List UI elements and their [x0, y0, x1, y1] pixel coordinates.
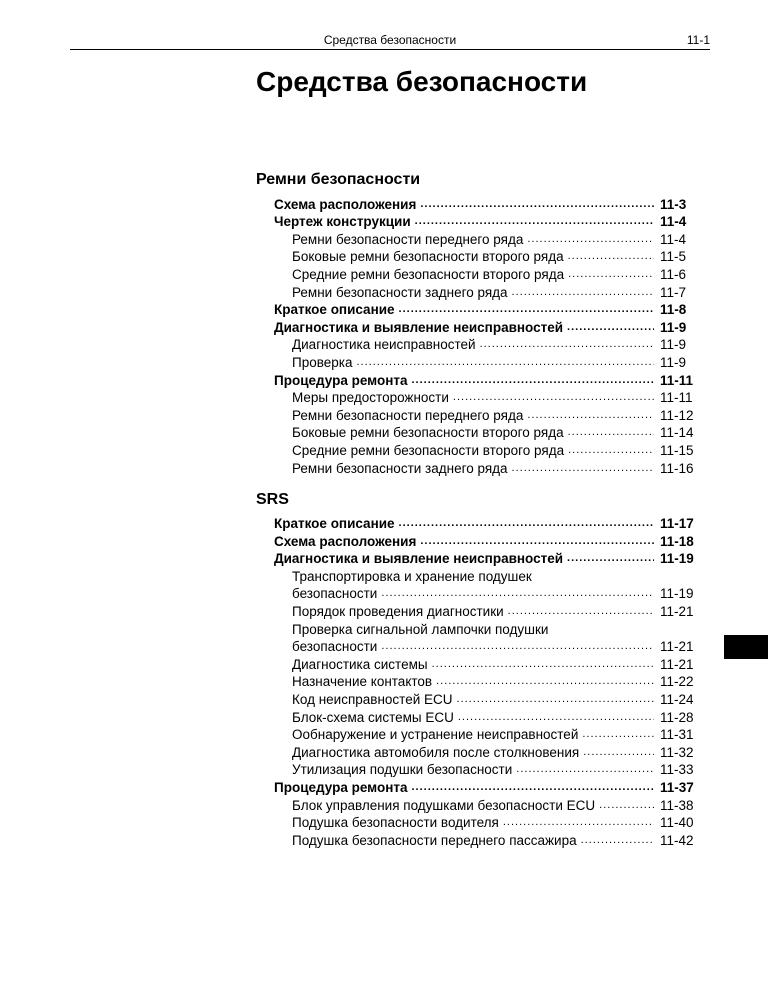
toc-entry-label: Ремни безопасности заднего ряда [292, 460, 508, 476]
toc-subentry[interactable] [256, 831, 700, 849]
toc-entry-page-number: 11-21 [660, 639, 694, 655]
toc-subentry[interactable] [256, 441, 700, 459]
section-gap [256, 477, 700, 491]
dot-leader [568, 248, 654, 265]
toc-entry-label: Боковые ремни безопасности второго ряда [292, 425, 564, 441]
toc-entry-page-number: 11-16 [660, 460, 694, 476]
toc-subentry[interactable] [256, 726, 700, 744]
toc-entry-page-number: 11-14 [660, 425, 694, 441]
dot-leader [420, 196, 654, 213]
toc-subentry[interactable] [256, 265, 700, 283]
toc-entry-page-number: 11-9 [660, 354, 687, 370]
toc-entry-page-number: 11-38 [660, 797, 694, 813]
dot-leader [420, 533, 654, 550]
toc-entry-label: Код неисправностей ECU [292, 692, 453, 708]
toc-subentry[interactable] [256, 567, 700, 585]
toc-entry-page-number: 11-9 [660, 337, 687, 353]
toc-entry-label: Ремни безопасности заднего ряда [292, 284, 508, 300]
toc-subentry[interactable] [256, 761, 700, 779]
toc-entry-label: Меры предосторожности [292, 390, 449, 406]
toc-entry-label: Краткое описание [274, 302, 395, 318]
toc-entry-label: Ремни безопасности переднего ряда [292, 407, 524, 423]
toc-entry-page-number: 11-28 [660, 709, 694, 725]
dot-leader [583, 744, 654, 761]
toc-entry[interactable] [256, 550, 700, 568]
toc-entry-page-number: 11-42 [660, 832, 694, 848]
dot-leader [381, 638, 654, 655]
toc-entry-page-number: 11-4 [660, 231, 687, 247]
toc-entry-page-number: 11-21 [660, 604, 694, 620]
toc-entry[interactable] [256, 318, 700, 336]
toc-entry-label: безопасности [292, 586, 378, 602]
toc-subentry[interactable] [256, 655, 700, 673]
toc-subentry[interactable] [256, 230, 700, 248]
toc-entry-label: Проверка сигнальной лампочки подушки [292, 621, 549, 637]
toc-entry-page-number: 11-15 [660, 442, 694, 458]
toc-entry-page-number: 11-8 [660, 302, 687, 318]
toc-entry-label: Боковые ремни безопасности второго ряда [292, 249, 564, 265]
toc-subentry[interactable] [256, 353, 700, 371]
toc-entry-label: безопасности [292, 639, 378, 655]
toc-entry-page-number: 11-22 [660, 674, 694, 690]
toc-entry-label: Блок управления подушками безопасности ECU [292, 797, 596, 813]
toc-entry-page-number: 11-4 [660, 214, 687, 230]
dot-leader [399, 301, 654, 318]
toc-subentry[interactable] [256, 424, 700, 442]
toc-entry-label: Подушка безопасности водителя [292, 815, 499, 831]
toc-subentry[interactable] [256, 743, 700, 761]
toc-entry-page-number: 11-5 [660, 249, 687, 265]
toc-subentry[interactable] [256, 283, 700, 301]
dot-leader [582, 726, 654, 743]
toc-entry-label: Проверка [292, 354, 353, 370]
section-heading: SRS [256, 490, 289, 508]
dot-leader [568, 424, 654, 441]
toc-entry-label: Диагностика системы [292, 656, 428, 672]
toc-subentry[interactable] [256, 406, 700, 424]
toc-entry-label: Диагностика автомобиля после столкновения [292, 744, 580, 760]
toc-entry-page-number: 11-7 [660, 284, 687, 300]
dot-leader [568, 442, 654, 459]
toc-entry[interactable] [256, 213, 700, 231]
toc-subentry[interactable] [256, 459, 700, 477]
toc-subentry[interactable] [256, 602, 700, 620]
section-heading: Ремни безопасности [256, 171, 421, 188]
toc-entry-label: Процедура ремонта [274, 780, 408, 795]
toc-entry-label: Краткое описание [274, 516, 395, 532]
dot-leader [411, 372, 654, 389]
toc-entry[interactable] [256, 778, 700, 796]
dot-leader [480, 336, 654, 353]
toc-entry-label: Ообнаружение и устранение неисправностей [292, 727, 579, 743]
running-header-title: Средства безопасности [323, 33, 457, 47]
dot-leader [567, 550, 654, 567]
dot-leader [415, 213, 654, 230]
toc-entry-label: Блок-схема системы ECU [292, 709, 454, 725]
toc-entry-label: Назначение контактов [292, 674, 433, 690]
toc-subentry[interactable] [256, 389, 700, 407]
dot-leader [567, 319, 654, 336]
dot-leader [411, 779, 654, 796]
running-header-page-number: 11-1 [686, 33, 710, 47]
dot-leader [453, 389, 654, 406]
toc-subentry[interactable] [256, 796, 700, 814]
toc-entry-page-number: 11-11 [660, 372, 694, 388]
toc-entry-label: Средние ремни безопасности второго ряда [292, 266, 565, 282]
dot-leader [581, 832, 654, 849]
toc-entry-label: Диагностика и выявление неисправностей [274, 319, 564, 335]
toc-entry-label: Порядок проведения диагностики [292, 604, 504, 620]
dot-leader [432, 656, 654, 673]
toc-entry-page-number: 11-37 [660, 780, 694, 795]
toc-entry-label: Средние ремни безопасности второго ряда [292, 442, 565, 458]
toc-entry-page-number: 11-19 [660, 551, 694, 567]
toc-entry-page-number: 11-12 [660, 407, 694, 423]
toc-entry[interactable] [256, 515, 700, 533]
dot-leader [527, 231, 654, 248]
running-header [70, 27, 710, 50]
toc-entry-label: Подушка безопасности переднего пассажира [292, 832, 577, 848]
toc-entry[interactable] [256, 195, 700, 213]
dot-leader [356, 354, 654, 371]
chapter-tab-marker [724, 635, 768, 659]
dot-leader [599, 797, 654, 814]
toc-subentry[interactable] [256, 248, 700, 266]
toc-entry-page-number: 11-24 [660, 692, 694, 708]
toc-entry-page-number: 11-32 [660, 744, 694, 760]
toc-subentry[interactable] [256, 673, 700, 691]
toc-subentry[interactable] [256, 336, 700, 354]
toc-entry-page-number: 11-6 [660, 266, 687, 282]
toc-entry-page-number: 11-31 [660, 727, 694, 743]
toc-entry[interactable] [256, 371, 700, 389]
dot-leader [458, 709, 654, 726]
toc-entry-label: Процедура ремонта [274, 372, 408, 388]
dot-leader [512, 284, 654, 301]
table-of-contents [256, 171, 700, 849]
toc-entry-label: Схема расположения [274, 533, 417, 549]
dot-leader [568, 266, 654, 283]
toc-subentry[interactable] [256, 620, 700, 638]
toc-entry-page-number: 11-18 [660, 533, 694, 549]
toc-entry-label: Транспортировка и хранение подушек [292, 568, 532, 584]
toc-subentry[interactable] [256, 708, 700, 726]
dot-leader [399, 515, 654, 532]
dot-leader [457, 691, 654, 708]
dot-leader [503, 814, 654, 831]
toc-entry-page-number: 11-17 [660, 516, 694, 532]
dot-leader [527, 407, 654, 424]
toc-subentry[interactable] [256, 814, 700, 832]
toc-subentry[interactable] [256, 585, 700, 603]
toc-entry-label: Диагностика и выявление неисправностей [274, 551, 564, 567]
dot-leader [512, 460, 654, 477]
toc-entry-page-number: 11-11 [660, 390, 693, 406]
toc-entry[interactable] [256, 532, 700, 550]
toc-subentry[interactable] [256, 638, 700, 656]
dot-leader [516, 761, 654, 778]
toc-entry-label: Чертеж конструкции [274, 214, 411, 230]
toc-entry-page-number: 11-40 [660, 815, 694, 831]
toc-entry-page-number: 11-33 [660, 762, 694, 778]
toc-entry-page-number: 11-21 [660, 656, 694, 672]
toc-subentry[interactable] [256, 690, 700, 708]
dot-leader [436, 673, 654, 690]
toc-entry-label: Диагностика неисправностей [292, 337, 476, 353]
toc-entry-page-number: 11-9 [660, 319, 687, 335]
dot-leader [381, 585, 654, 602]
toc-entry[interactable] [256, 301, 700, 319]
toc-entry-label: Схема расположения [274, 196, 417, 212]
toc-entry-page-number: 11-19 [660, 586, 694, 602]
toc-entry-label: Утилизация подушки безопасности [292, 762, 513, 778]
chapter-title: Средства безопасности [256, 66, 588, 97]
dot-leader [508, 603, 654, 620]
toc-entry-label: Ремни безопасности переднего ряда [292, 231, 524, 247]
toc-entry-page-number: 11-3 [660, 196, 687, 212]
